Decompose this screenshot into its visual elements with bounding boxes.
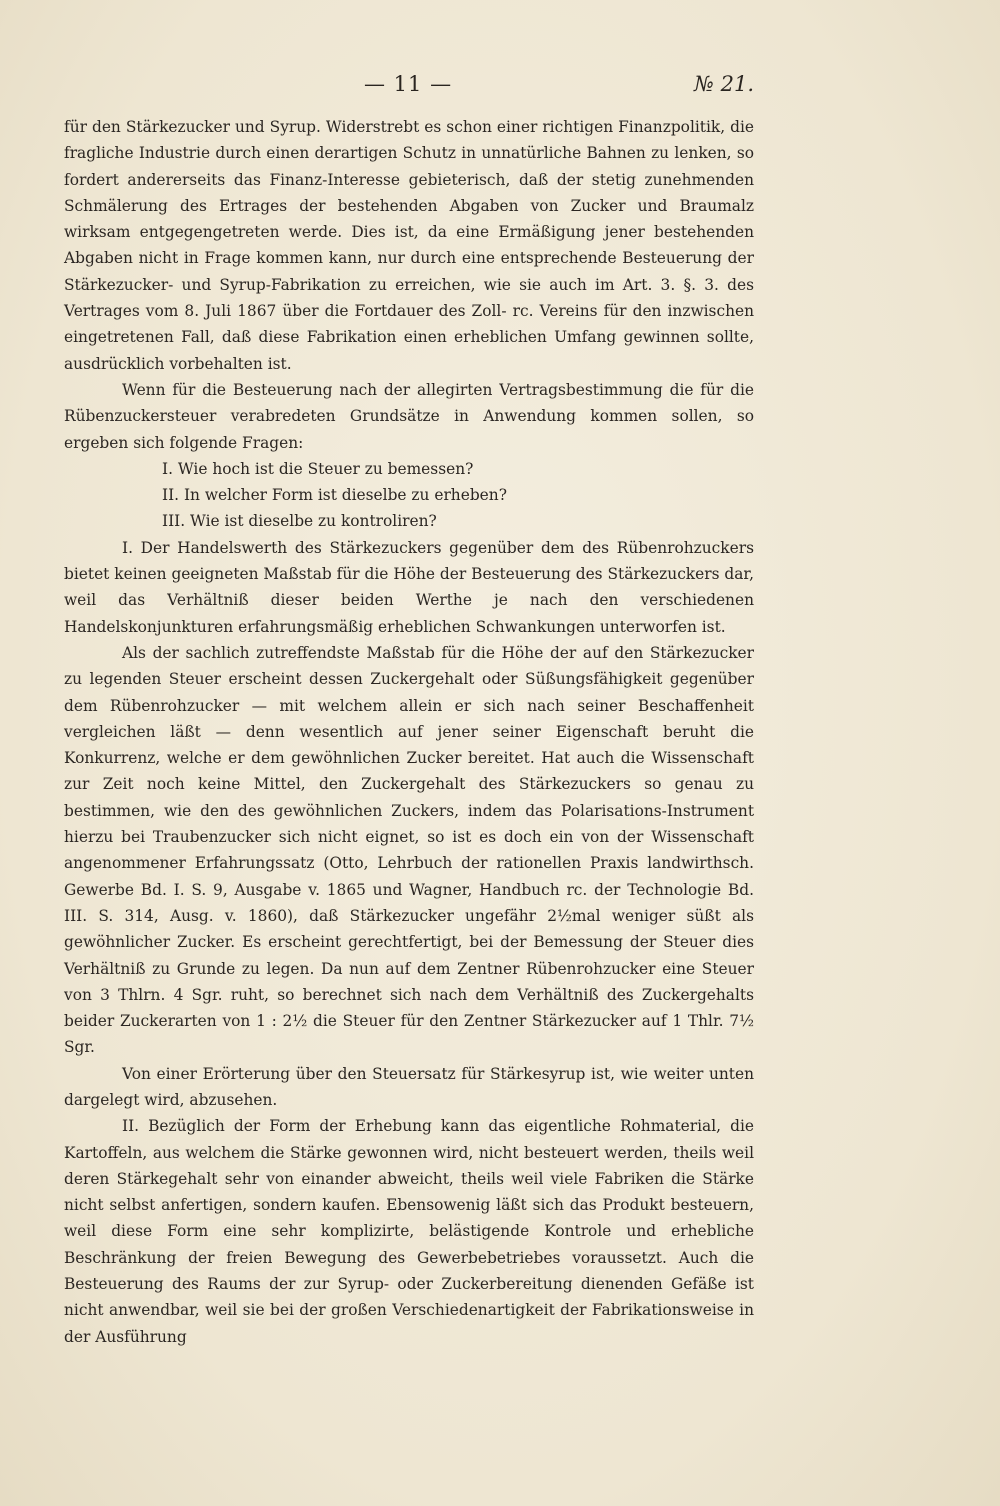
paragraph: Als der sachlich zutreffendste Maßstab für die Höhe der auf den Stärkezucker zu legenden Steuer erscheint dessen Zuckergehalt oder Süßungsfähigkeit gegenüber dem Rübenrohzucker — mit welchem allein er sich nach seiner Beschaffenheit vergleichen läßt — denn wesentlich auf jener seiner Eigenschaft beruht die Konkurrenz, welche er dem gewöhnlichen Zucker bereitet. Hat auch die Wissenschaft zur Zeit noch keine Mittel, den Zuckergehalt des Stärkezuckers so genau zu bestimmen, wie den des gewöhnlichen Zuckers, indem das Polarisations-Instrument hierzu bei Traubenzucker sich nicht eignet, so ist es doch ein von der Wissenschaft angenommener Erfahrungssatz (Otto, Lehrbuch der rationellen Praxis landwirthsch. Gewerbe Bd. I. S. 9, Ausgabe v. 1865 und Wagner, Handbuch rc. der Technologie Bd. III. S. 314, Ausg. v. 1860), daß Stärkezucker ungefähr 2½mal weniger süßt als gewöhnlicher Zucker. Es erscheint gerechtfertigt, bei der Bemessung der Steuer dies Verhältniß zu Grunde zu legen. Da nun auf dem Zentner Rübenrohzucker eine Steuer von 3 Thlrn. 4 Sgr. ruht, so berechnet sich nach dem Verhältniß des Zuckergehalts beider Zuckerarten von 1 : 2½ die Steuer für den Zentner Stärkezucker auf 1 Thlr. 7½ Sgr. [64, 643, 754, 1057]
body-text [64, 114, 754, 1350]
paragraph: Wenn für die Besteuerung nach der allegirten Vertragsbestimmung die für die Rübenzuckersteuer verabredeten Grundsätze in Anwendung kommen sollen, so ergeben sich folgende Fragen: [64, 380, 754, 452]
question-item: II. In welcher Form ist dieselbe zu erheben? [162, 486, 507, 505]
question-item: I. Wie hoch ist die Steuer zu bemessen? [162, 459, 474, 478]
paragraph: II. Bezüglich der Form der Erhebung kann das eigentliche Rohmaterial, die Kartoffeln, aus welchem die Stärke gewonnen wird, nicht besteuert werden, theils weil deren Stärkegehalt sehr von einander abweicht, theils weil viele Fabriken die Stärke nicht selbst anfertigen, sondern kaufen. Ebensowenig läßt sich das Produkt besteuern, weil diese Form eine sehr komplizirte, belästigende Kontrole und erhebliche Beschränkung der freien Bewegung des Gewerbebetriebes voraussetzt. Auch die Besteuerung des Raums der zur Syrup- oder Zuckerbereitung dienenden Gefäße ist nicht anwendbar, weil sie bei der großen Verschiedenartigkeit der Fabrikationsweise in der Ausführung [64, 1117, 754, 1346]
paragraph: Von einer Erörterung über den Steuersatz für Stärkesyrup ist, wie weiter unten dargelegt wird, abzusehen. [64, 1064, 754, 1109]
page-number: — 11 — [364, 72, 453, 96]
question-item: III. Wie ist dieselbe zu kontroliren? [162, 512, 437, 531]
paragraph: für den Stärkezucker und Syrup. Widerstrebt es schon einer richtigen Finanzpolitik, die fragliche Industrie durch einen derartigen Schutz in unnatürliche Bahnen zu lenken, so fordert andererseits das Finanz-Interesse gebieterisch, daß der stetig zunehmenden Schmälerung des Ertrages der bestehenden Abgaben von Zucker und Braumalz wirksam entgegengetreten werde. Dies ist, da eine Ermäßigung jener bestehenden Abgaben nicht in Frage kommen kann, nur durch eine entsprechende Besteuerung der Stärkezucker- und Syrup-Fabrikation zu erreichen, wie sie auch im Art. 3. §. 3. des Vertrages vom 8. Juli 1867 über die Fortdauer des Zoll- rc. Vereins für den inzwischen eingetretenen Fall, daß diese Fabrikation einen erheblichen Umfang gewinnen sollte, ausdrücklich vorbehalten ist. [64, 118, 754, 373]
page-header [64, 72, 754, 102]
paragraph: I. Der Handelswerth des Stärkezuckers gegenüber dem des Rübenrohzuckers bietet keinen geeigneten Maßstab für die Höhe der Besteuerung des Stärkezuckers dar, weil das Verhältniß dieser beiden Werthe je nach den verschiedenen Handelskonjunkturen erfahrungsmäßig erheblichen Schwankungen unterworfen ist. [64, 538, 754, 636]
sheet-number: № 21. [694, 72, 754, 96]
